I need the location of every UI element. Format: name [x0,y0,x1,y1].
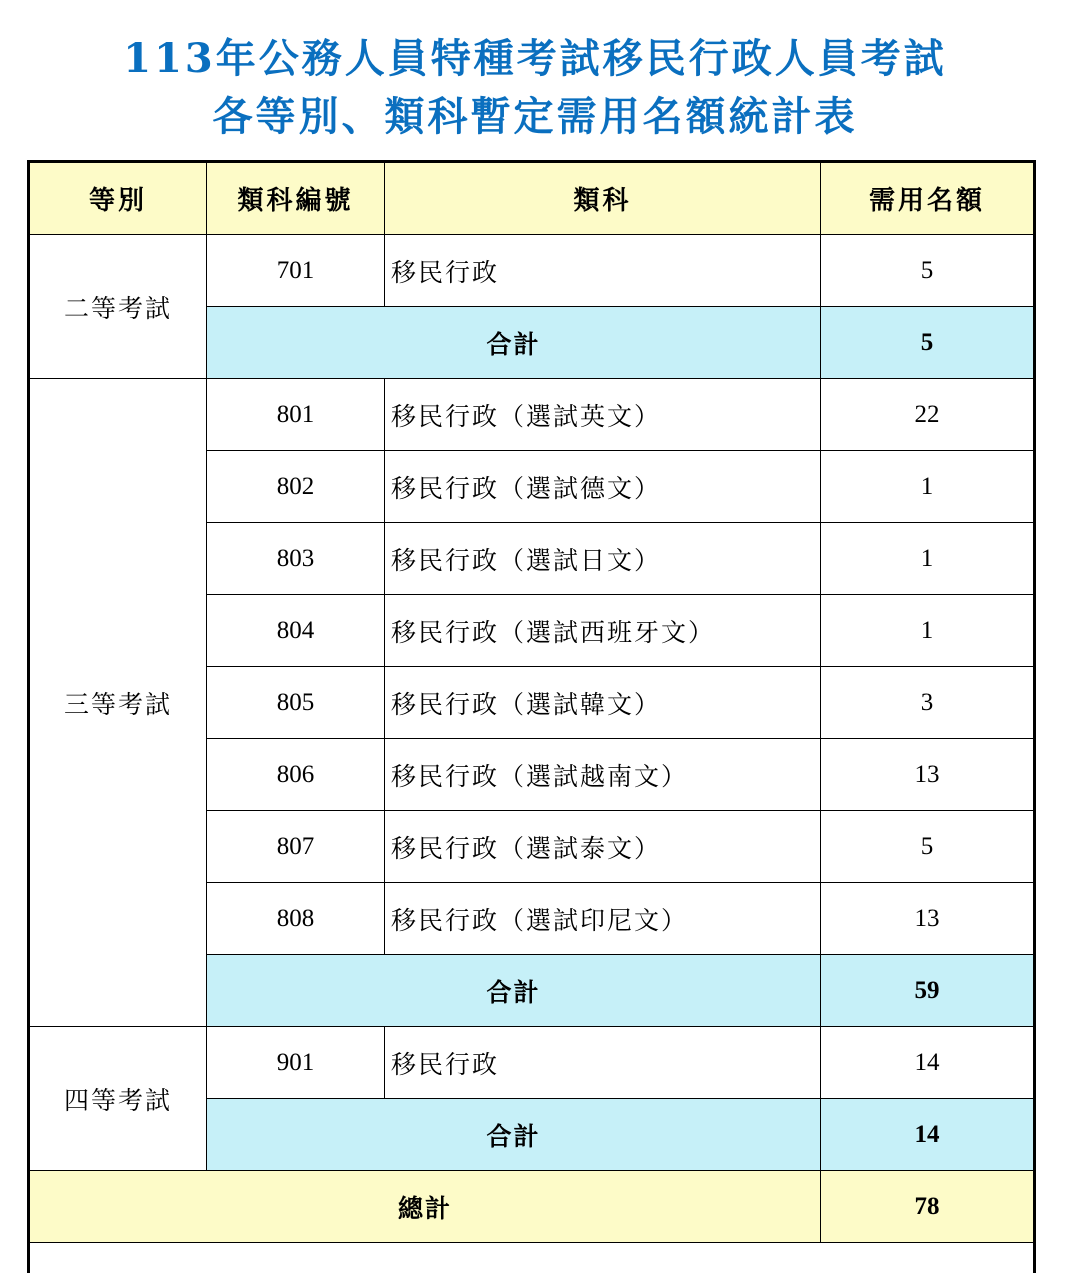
quota-cell: 5 [821,811,1035,883]
table-tail-row [29,1243,1035,1273]
code-cell: 808 [207,883,385,955]
page-title [0,30,1070,146]
title-line-2: 各等別、類科暫定需用名額統計表 [212,93,858,140]
quota-cell: 3 [821,667,1035,739]
header-subject: 類科 [385,162,821,235]
quota-cell: 22 [821,379,1035,451]
code-cell: 802 [207,451,385,523]
code-cell: 901 [207,1027,385,1099]
grand-total-value: 78 [821,1171,1035,1243]
quota-cell: 14 [821,1027,1035,1099]
table-row [29,235,1035,307]
table-row [29,1027,1035,1099]
table-row [29,379,1035,451]
subtotal-value: 5 [821,307,1035,379]
subject-cell: 移民行政（選試日文） [385,523,821,595]
code-cell: 806 [207,739,385,811]
code-cell: 701 [207,235,385,307]
subject-cell: 移民行政（選試越南文） [385,739,821,811]
title-line-1: 113年公務人員特種考試移民行政人員考試 [123,35,947,82]
subtotal-label: 合計 [207,1099,821,1171]
subject-cell: 移民行政 [385,235,821,307]
code-cell: 807 [207,811,385,883]
quota-cell: 1 [821,595,1035,667]
subtotal-value: 14 [821,1099,1035,1171]
subject-cell: 移民行政（選試韓文） [385,667,821,739]
quota-cell: 13 [821,739,1035,811]
quota-table [27,160,1036,1273]
grade-cell: 三等考試 [29,379,207,1027]
subject-cell: 移民行政 [385,1027,821,1099]
grade-cell: 四等考試 [29,1027,207,1171]
table-header-row [29,162,1035,235]
subtotal-label: 合計 [207,307,821,379]
code-cell: 803 [207,523,385,595]
code-cell: 805 [207,667,385,739]
quota-cell: 5 [821,235,1035,307]
quota-cell: 1 [821,523,1035,595]
grand-total-label: 總計 [29,1171,821,1243]
code-cell: 801 [207,379,385,451]
quota-cell: 13 [821,883,1035,955]
quota-cell: 1 [821,451,1035,523]
subject-cell: 移民行政（選試印尼文） [385,883,821,955]
subject-cell: 移民行政（選試德文） [385,451,821,523]
grand-total-row [29,1171,1035,1243]
grade-cell: 二等考試 [29,235,207,379]
subject-cell: 移民行政（選試西班牙文） [385,595,821,667]
subject-cell: 移民行政（選試英文） [385,379,821,451]
code-cell: 804 [207,595,385,667]
header-code: 類科編號 [207,162,385,235]
subtotal-value: 59 [821,955,1035,1027]
table-tail-cell [29,1243,1035,1273]
header-grade: 等別 [29,162,207,235]
subject-cell: 移民行政（選試泰文） [385,811,821,883]
subtotal-label: 合計 [207,955,821,1027]
header-quota: 需用名額 [821,162,1035,235]
